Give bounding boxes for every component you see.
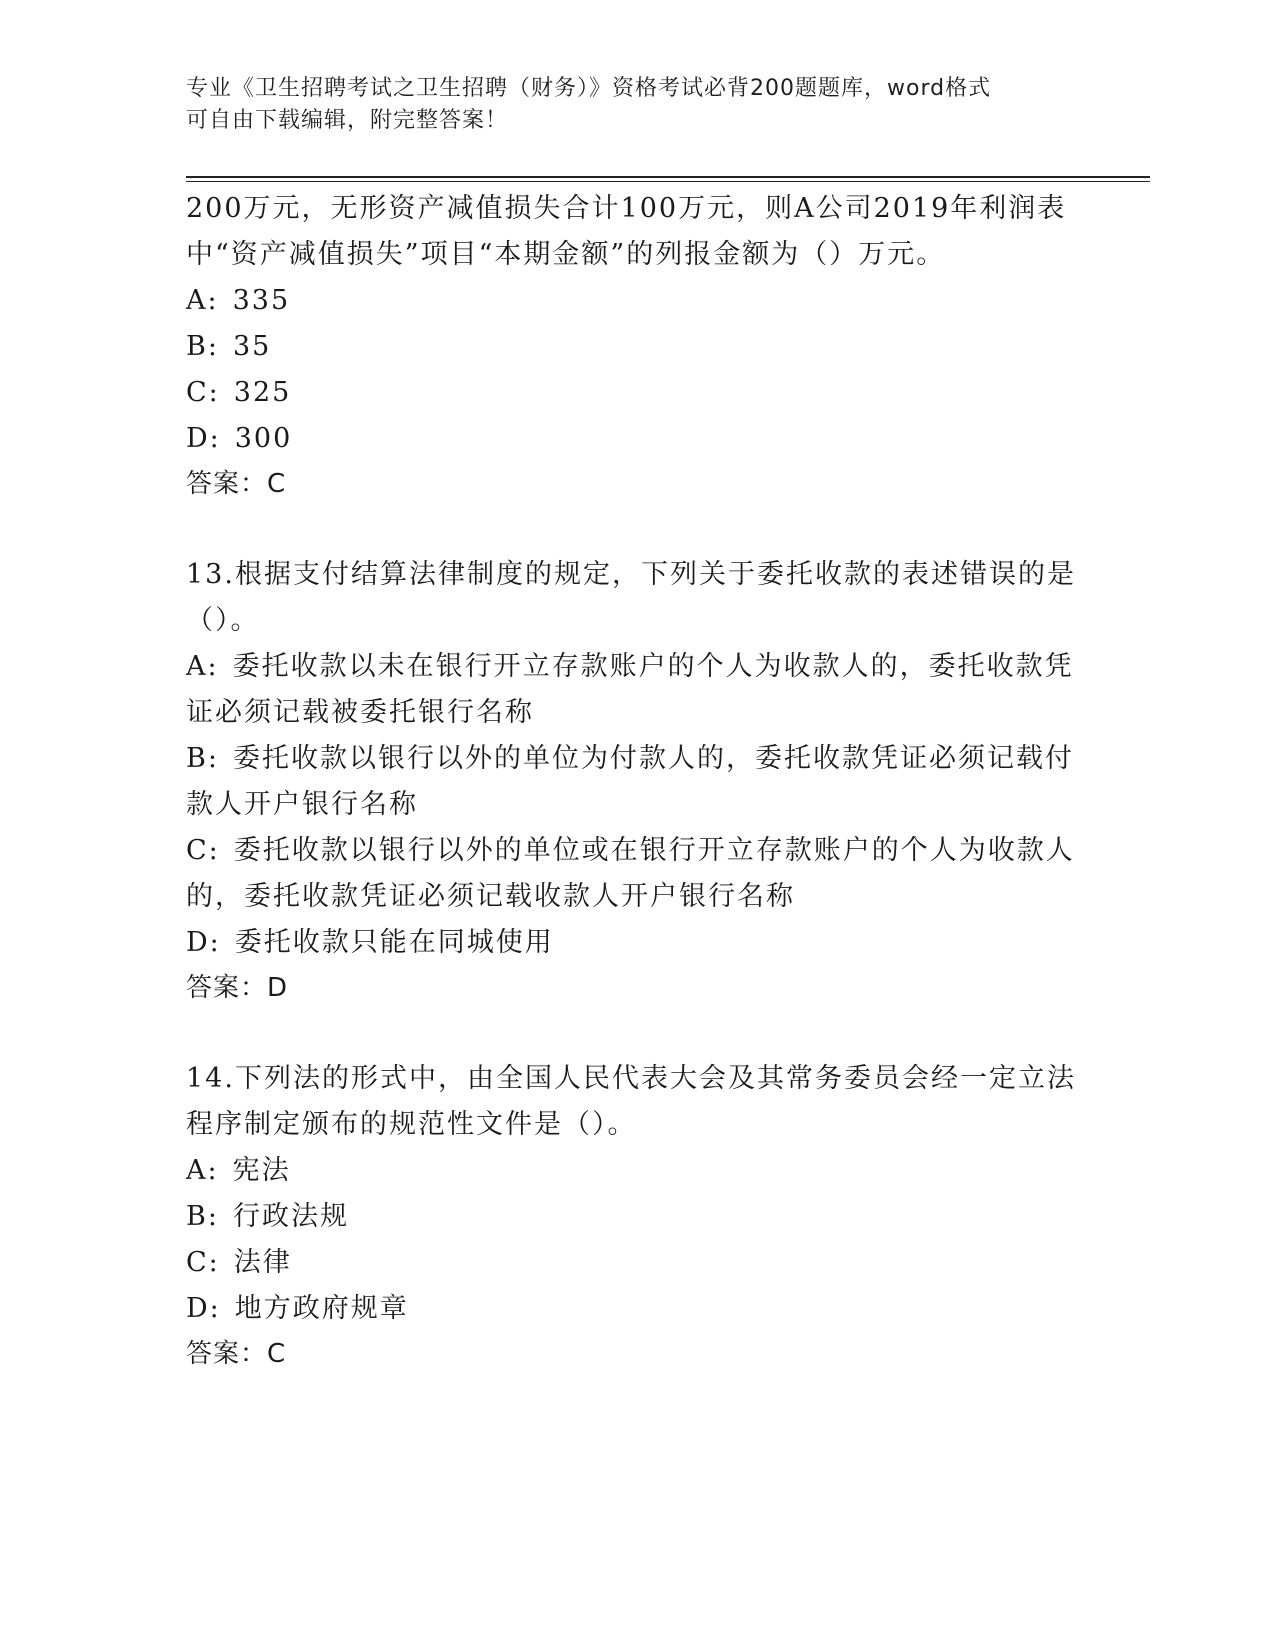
option-text: 行政法规 — [232, 1201, 349, 1232]
option-text: 委托收款以银行以外的单位为付款人的，委托收款凭证必须记载付 — [232, 743, 1074, 774]
question-14-option-b — [186, 1194, 1086, 1240]
question-content — [186, 186, 1086, 1376]
option-text: 法律 — [233, 1247, 292, 1278]
question-13-text-line-1: 13.根据支付结算法律制度的规定，下列关于委托收款的表述错误的是 — [186, 559, 1076, 590]
option-text: 委托收款以未在银行开立存款账户的个人为收款人的，委托收款凭 — [232, 651, 1074, 682]
question-14-option-c — [186, 1240, 1086, 1286]
option-label: B: — [186, 743, 219, 774]
option-text: 335 — [232, 285, 291, 316]
question-13-option-a — [186, 644, 1086, 690]
header-line-2: 可自由下载编辑，附完整答案！ — [186, 108, 509, 133]
option-label: C: — [186, 835, 220, 866]
option-text: 委托收款以银行以外的单位或在银行开立存款账户的个人为收款人 — [233, 835, 1075, 866]
question-spacer — [186, 506, 1086, 552]
question-13-answer: 答案：D — [186, 973, 289, 1003]
question-12-text-line-1: 200万元，无形资产减值损失合计100万元，则A公司2019年利润表 — [186, 193, 1067, 224]
question-14 — [186, 1056, 1086, 1376]
option-label: C: — [186, 1247, 220, 1278]
option-text: 325 — [233, 377, 292, 408]
question-12-answer: 答案：C — [186, 469, 287, 499]
option-text: 委托收款只能在同城使用 — [234, 927, 554, 958]
question-14-answer: 答案：C — [186, 1339, 287, 1369]
option-label: A: — [186, 1155, 219, 1186]
question-14-text-line-1: 14.下列法的形式中，由全国人民代表大会及其常务委员会经一定立法 — [186, 1063, 1076, 1094]
option-label: B: — [186, 1201, 219, 1232]
document-header — [186, 73, 1066, 137]
question-12-option-c — [186, 370, 1086, 416]
question-13 — [186, 552, 1086, 1010]
question-12 — [186, 186, 1086, 506]
header-line-1: 专业《卫生招聘考试之卫生招聘（财务）》资格考试必背200题题库，word格式 — [186, 76, 992, 101]
question-13-option-c — [186, 828, 1086, 874]
question-13-option-b — [186, 736, 1086, 782]
question-12-option-d — [186, 416, 1086, 462]
option-label: C: — [186, 377, 220, 408]
header-divider-thick — [186, 176, 1150, 178]
option-text: 35 — [232, 331, 272, 362]
header-divider-thin — [186, 181, 1150, 182]
option-label: B: — [186, 331, 219, 362]
option-label: D: — [186, 927, 221, 958]
question-12-text-line-2: 中“资产减值损失”项目“本期金额”的列报金额为（）万元。 — [186, 239, 946, 270]
question-12-option-b — [186, 324, 1086, 370]
question-13-option-c-cont: 的，委托收款凭证必须记载收款人开户银行名称 — [186, 881, 795, 912]
question-14-text-line-2: 程序制定颁布的规范性文件是（）。 — [186, 1109, 637, 1140]
option-label: A: — [186, 285, 219, 316]
question-13-option-d — [186, 920, 1086, 966]
question-14-option-a — [186, 1148, 1086, 1194]
question-12-option-a — [186, 278, 1086, 324]
option-label: A: — [186, 651, 219, 682]
question-13-option-a-cont: 证必须记载被委托银行名称 — [186, 697, 534, 728]
option-text: 300 — [234, 423, 293, 454]
option-label: D: — [186, 423, 221, 454]
question-14-option-d — [186, 1286, 1086, 1332]
option-text: 宪法 — [232, 1155, 291, 1186]
option-label: D: — [186, 1293, 221, 1324]
option-text: 地方政府规章 — [234, 1293, 409, 1324]
question-13-text-line-2: （）。 — [186, 605, 260, 636]
question-13-option-b-cont: 款人开户银行名称 — [186, 789, 418, 820]
question-spacer — [186, 1010, 1086, 1056]
